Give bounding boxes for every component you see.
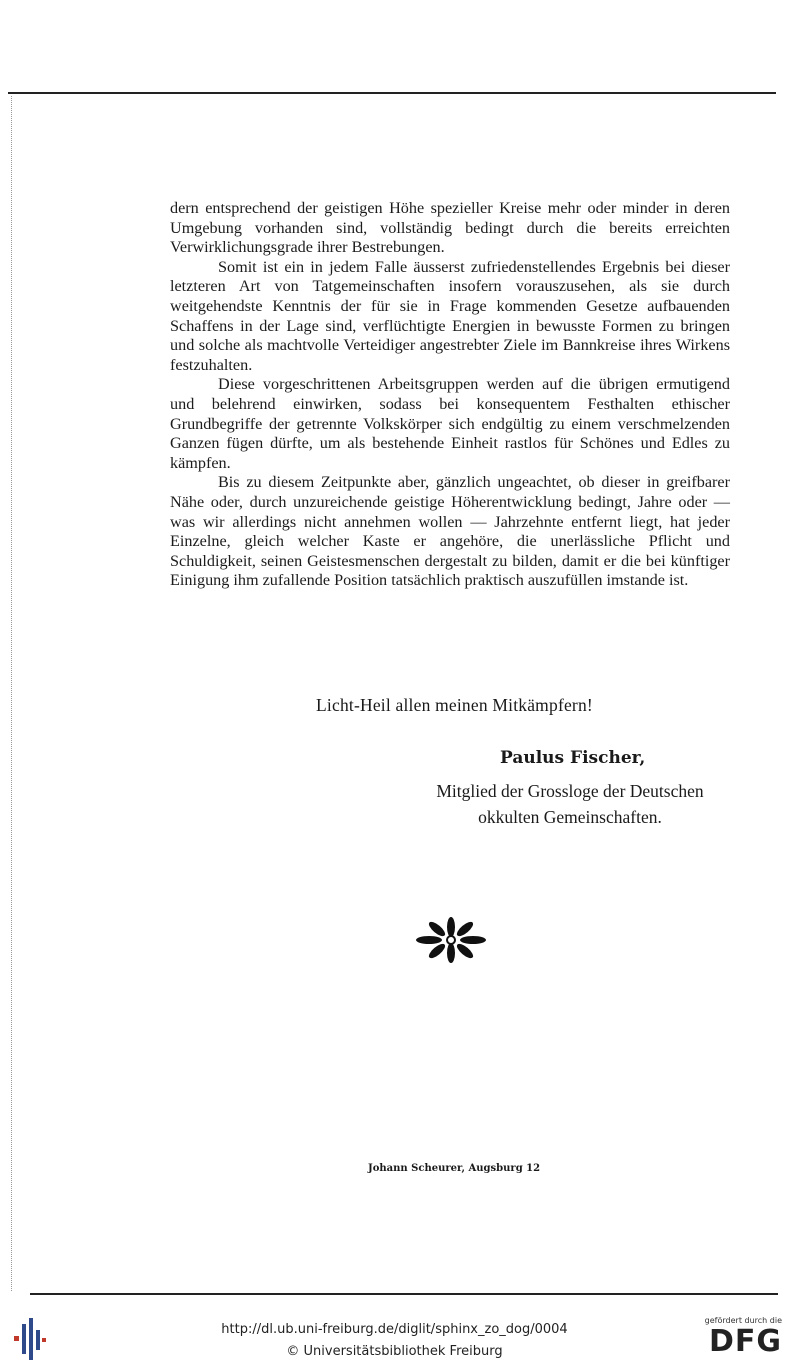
document-url-link[interactable]: http://dl.ub.uni-freiburg.de/diglit/sphinx_zo_dog/0004 xyxy=(221,1322,568,1337)
paragraph-4: Bis zu diesem Zeitpunkte aber, gänzlich ungeachtet, ob dieser in greifbarer Nähe oder, durch unzureichende geistige Höherentwicklung bedingt, Jahre oder — was wir allerdings nicht annehmen wollen — Jahrzehnte entfernt liegt, hat jeder Einzelne, gleich welcher Kaste er angehöre, die unerlässliche Pflicht und Schuldigkeit, seinen Geistesmenschen dergestalt zu bilden, damit er die bei künftiger Einigung ihm zufallende Position tatsächlich praktisch auszufüllen imstande ist. xyxy=(170,473,730,590)
paragraph-1: dern entsprechend der geistigen Höhe spezieller Kreise mehr oder minder in deren Umgebung vorhanden sind, vollständig bedingt durch die bereits erreichten Verwirklichungsgrade ihrer Bestrebungen. xyxy=(170,199,730,257)
salutation: Licht-Heil allen meinen Mitkämpfern! xyxy=(316,695,593,715)
paragraph-2: Somit ist ein in jedem Falle äusserst zufriedenstellendes Ergebnis bei dieser letzteren Art von Tatgemeinschaften insofern vorauszusehen, als sie durch weitgehendste Kenntnis der für sie in Frage kommenden Gesetze aufbauenden Schaffens in der Lage sind, verflüchtigte Energien in bewusste Formen zu bringen und solche als machtvolle Verteidiger angestrebter Ziele im Bannkreise ihres Wirkens festzuhalten. xyxy=(170,257,730,374)
signature: Paulus Fischer, xyxy=(500,748,646,768)
copyright-notice: © Universitätsbibliothek Freiburg xyxy=(286,1344,503,1359)
dfg-logo xyxy=(696,1316,782,1364)
dfg-tagline: gefördert durch die xyxy=(704,1316,782,1325)
body-text xyxy=(170,199,730,591)
printer-imprint: Johann Scheurer, Augsburg 12 xyxy=(368,1163,541,1174)
floral-ornament-icon xyxy=(414,916,488,964)
paragraph-3: Diese vorgeschrittenen Arbeitsgruppen werden auf die übrigen ermutigend und belehrend einwirken, sodass bei konsequentem Festhalten ethischer Grundbegriffe der getrennte Volkskörper sich endgültig zu einem verschmelzenden Ganzen fügen dürfte, um als bestehende Einheit rastlos für Schönes und Edles zu kämpfen. xyxy=(170,375,730,472)
dfg-logo-text: DFG xyxy=(708,1324,782,1359)
top-rule xyxy=(8,92,776,94)
bottom-rule xyxy=(30,1293,778,1295)
viewer-footer xyxy=(0,1310,789,1366)
affiliation xyxy=(400,778,740,830)
left-margin-marks xyxy=(11,96,13,1291)
affiliation-line-1: Mitglied der Grossloge der Deutschen xyxy=(436,781,704,801)
affiliation-line-2: okkulten Gemeinschaften. xyxy=(478,807,662,827)
